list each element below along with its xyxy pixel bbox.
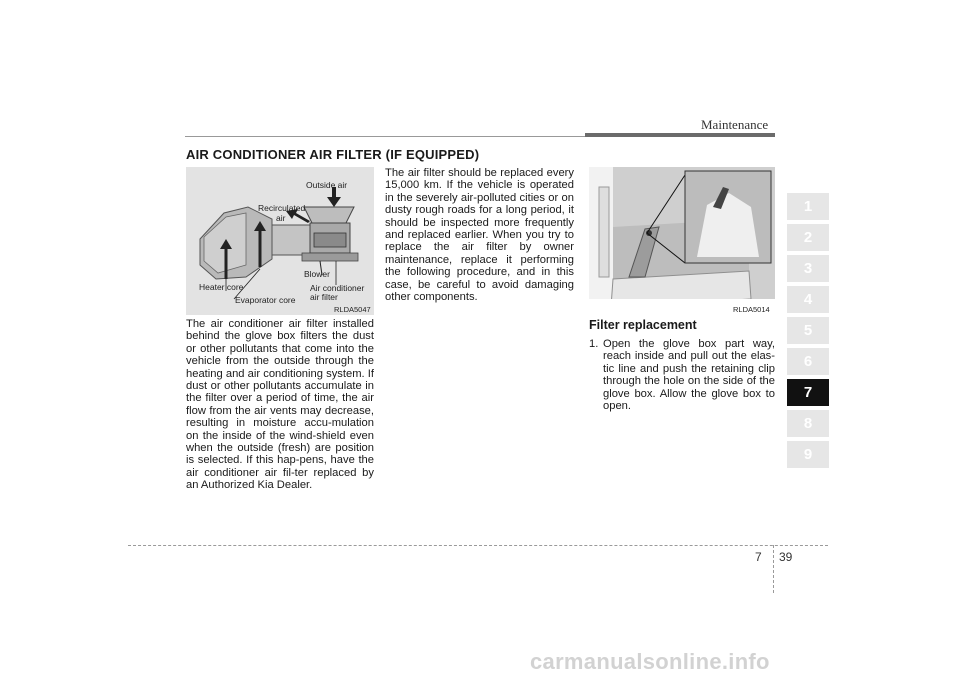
glove-box-illustration <box>589 167 775 315</box>
figure-code: RLDA5047 <box>334 305 371 314</box>
hvac-airflow-diagram <box>186 167 374 315</box>
step-number: 1. <box>589 338 599 350</box>
chapter-tab-8[interactable]: 8 <box>787 410 829 437</box>
footer-page-number: 39 <box>779 550 793 564</box>
chapter-tab-4[interactable]: 4 <box>787 286 829 313</box>
replacement-interval-paragraph: The air filter should be replaced every 15,000 km. If the vehicle is operated in the severely air-polluted cities or on dusty rough roads for a long period, it should be inspected more frequently and replaced earlier. When you try to replace the air filter by owner maintenance, replace it performing the following procedure, and in this case, be careful to avoid damaging other components. <box>385 167 574 304</box>
page-heading: AIR CONDITIONER AIR FILTER (IF EQUIPPED) <box>186 147 480 162</box>
footer-chapter: 7 <box>755 550 762 564</box>
label-recirculated-air: air <box>276 213 286 223</box>
chapter-tab-3[interactable]: 3 <box>787 255 829 282</box>
footer-divider <box>128 545 828 546</box>
chapter-tab-7[interactable]: 7 <box>787 379 829 406</box>
label-heater-core: Heater core <box>199 282 244 292</box>
label-ac-filter: Air conditioner <box>310 283 365 293</box>
chapter-tabs <box>787 193 829 472</box>
chapter-tab-6[interactable]: 6 <box>787 348 829 375</box>
chapter-tab-9[interactable]: 9 <box>787 441 829 468</box>
figure-code: RLDA5014 <box>733 305 770 314</box>
label-recirculated: Recirculated <box>258 203 306 213</box>
intro-paragraph: The air conditioner air filter installed behind the glove box filters the dust or other pollutants that come into the vehicle from the outside through the heating and air conditioning system. If dust or other pollutants accumulate in the filter over a period of time, the air flow from the air vents may decrease, resulting in moisture accu-mulation on the inside of the wind-shield even when the outside (fresh) are position is selected. If this hap-pens, have the air conditioner air fil-ter replaced by an Authorized Kia Dealer. <box>186 318 374 492</box>
step-1 <box>589 338 775 412</box>
step-text: Open the glove box part way, reach inside and pull out the elas-tic line and push the retaining clip through the hole on the side of the glove box. Allow the glove box to open. <box>603 338 775 413</box>
section-title: Maintenance <box>701 117 769 132</box>
label-evaporator-core: Evaporator core <box>235 295 296 305</box>
filter-replacement-steps <box>589 338 775 412</box>
label-outside-air: Outside air <box>306 180 348 190</box>
chapter-tab-5[interactable]: 5 <box>787 317 829 344</box>
watermark: carmanualsonline.info <box>530 649 770 674</box>
footer-divider-vertical <box>773 545 774 593</box>
label-ac-filter-2: air filter <box>310 292 338 302</box>
filter-replacement-heading: Filter replacement <box>589 318 697 332</box>
chapter-tab-1[interactable]: 1 <box>787 193 829 220</box>
chapter-tab-2[interactable]: 2 <box>787 224 829 251</box>
header-rule-accent <box>585 133 775 137</box>
label-blower: Blower <box>304 269 330 279</box>
glove-box-photo <box>589 167 775 315</box>
